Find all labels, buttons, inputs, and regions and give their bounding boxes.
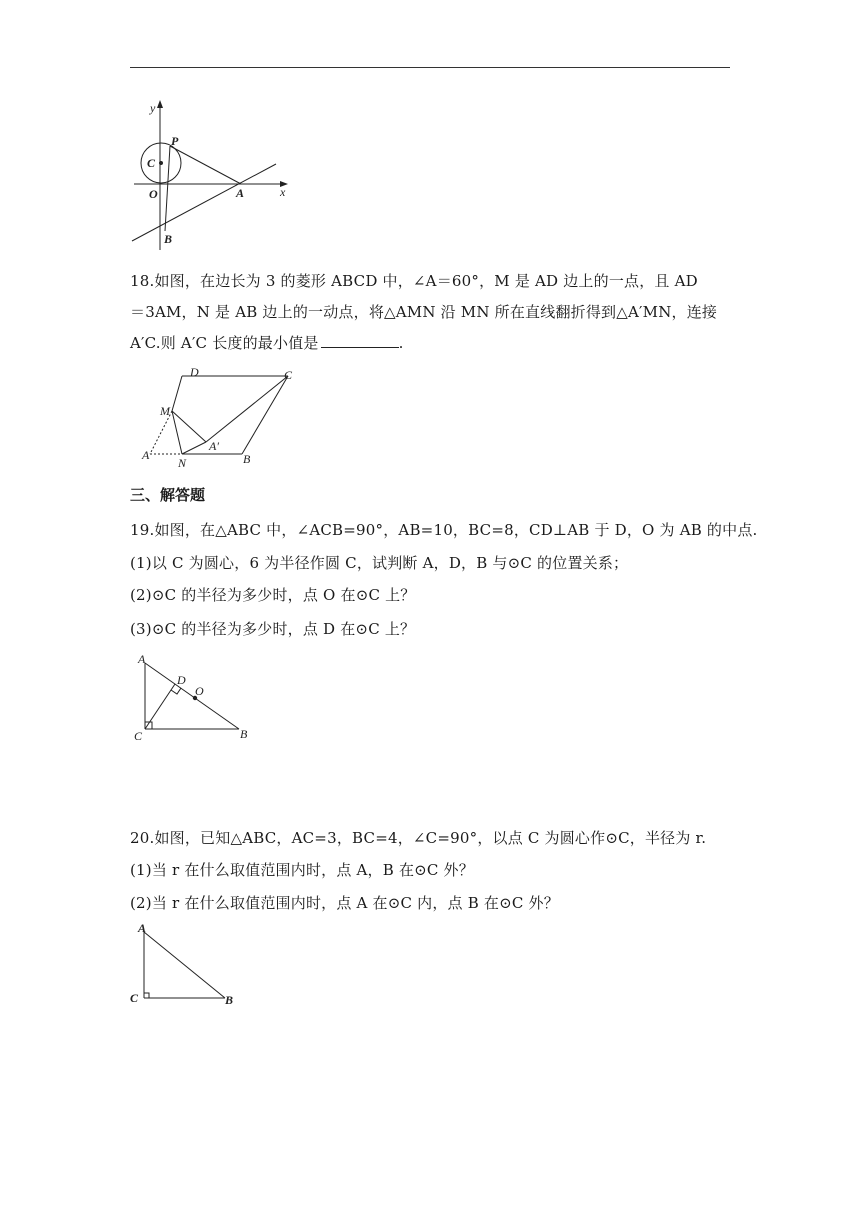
segment-pb [165, 146, 170, 231]
label-d: D [177, 673, 186, 687]
label-p: P [171, 134, 179, 148]
segment-a2c [206, 376, 288, 442]
label-x: x [280, 185, 286, 199]
label-d: D [190, 366, 199, 379]
segment-na2 [182, 442, 206, 454]
label-a: A [138, 652, 146, 666]
figure-q18 [138, 366, 308, 470]
line-ab [132, 164, 276, 241]
label-c: C [147, 156, 156, 170]
figure-q18-svg [138, 366, 308, 470]
center-c [159, 161, 163, 165]
y-axis-arrow [157, 100, 163, 108]
label-c: C [130, 991, 139, 1005]
q19-line-1: 19.如图，在△ABC 中，∠ACB=90°，AB=10，BC=8，CD⊥AB 于 D，O 为 AB 的中点. [130, 521, 758, 539]
label-a: A [236, 186, 245, 200]
label-a: A [138, 921, 147, 935]
label-c: C [134, 729, 143, 743]
q18-line-1: 18.如图，在边长为 3 的菱形 ABCD 中，∠A＝60°，M 是 AD 边上的一点，且 AD [130, 272, 698, 290]
header-rule [130, 67, 730, 68]
side-dm [172, 376, 182, 411]
label-b: B [225, 993, 234, 1007]
q18-line-3-text: A′C.则 A′C 长度的最小值是 [130, 334, 319, 352]
label-a: A [142, 448, 150, 462]
label-o: O [195, 684, 204, 698]
q18-line-3 [130, 333, 730, 353]
figure-q20 [128, 920, 248, 1012]
section-heading: 三、解答题 [130, 486, 206, 504]
figure-q17-svg [128, 98, 298, 250]
label-m: M [160, 404, 170, 418]
side-ab [145, 663, 239, 729]
figure-q19 [132, 651, 262, 745]
right-angle-c [144, 993, 149, 998]
label-b: B [243, 452, 251, 466]
segment-mn [172, 411, 182, 454]
label-y: y [150, 101, 156, 115]
label-c: C [284, 368, 293, 382]
q18-line-3-end: . [398, 334, 404, 352]
q20-part-1: (1)当 r 在什么取值范围内时，点 A，B 在⊙C 外？ [130, 861, 474, 879]
side-cb [242, 376, 288, 454]
label-b: B [164, 232, 173, 246]
q19-part-2: (2)⊙C 的半径为多少时，点 O 在⊙C 上？ [130, 586, 416, 604]
label-a-prime: A′ [209, 439, 219, 453]
label-b: B [240, 727, 248, 741]
q19-part-1: (1)以 C 为圆心，6 为半径作圆 C，试判断 A，D，B 与⊙C 的位置关系； [130, 554, 629, 572]
answer-blank [321, 333, 399, 348]
q18-line-2: ＝3AM，N 是 AB 边上的一动点，将△AMN 沿 MN 所在直线翻折得到△A′MN，连接 [130, 303, 718, 321]
figure-q19-svg [132, 651, 262, 745]
q20-part-2: (2)当 r 在什么取值范围内时，点 A 在⊙C 内，点 B 在⊙C 外？ [130, 894, 559, 912]
right-angle-d [171, 688, 181, 694]
q20-line-1: 20.如图，已知△ABC，AC=3，BC=4，∠C=90°，以点 C 为圆心作⊙C，半径为 r. [130, 829, 707, 847]
q19-part-3: (3)⊙C 的半径为多少时，点 D 在⊙C 上？ [130, 620, 416, 638]
figure-q17 [128, 98, 298, 250]
side-ab [144, 932, 225, 998]
figure-q20-svg [128, 920, 248, 1012]
label-n: N [178, 456, 187, 470]
label-o: O [149, 187, 158, 201]
segment-ma2 [172, 411, 206, 442]
